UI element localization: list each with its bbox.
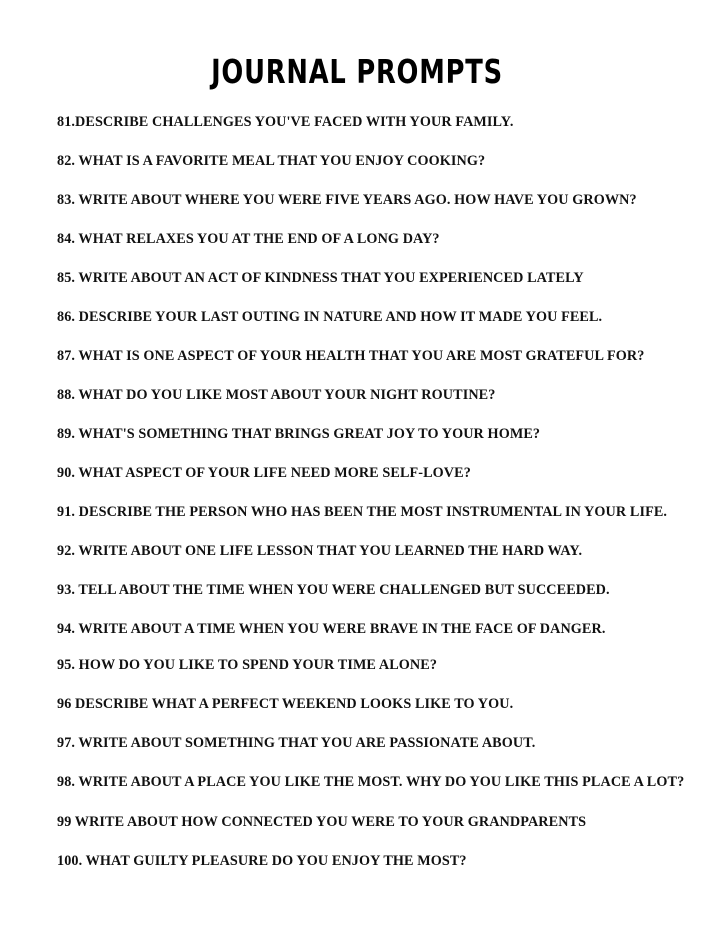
prompt-83: 83. WRITE ABOUT WHERE YOU WERE FIVE YEARS AGO. HOW HAVE YOU GROWN? (57, 192, 637, 208)
prompt-85: 85. WRITE ABOUT AN ACT OF KINDNESS THAT YOU EXPERIENCED LATELY (57, 270, 584, 286)
prompt-84: 84. WHAT RELAXES YOU AT THE END OF A LONG DAY? (57, 231, 440, 247)
page-title: JOURNAL PROMPTS (211, 52, 503, 91)
prompt-81: 81.DESCRIBE CHALLENGES YOU'VE FACED WITH YOUR FAMILY. (57, 114, 514, 130)
prompt-87: 87. WHAT IS ONE ASPECT OF YOUR HEALTH THAT YOU ARE MOST GRATEFUL FOR? (57, 348, 645, 364)
prompt-97: 97. WRITE ABOUT SOMETHING THAT YOU ARE PASSIONATE ABOUT. (57, 735, 536, 751)
prompt-94: 94. WRITE ABOUT A TIME WHEN YOU WERE BRAVE IN THE FACE OF DANGER. (57, 621, 606, 637)
prompt-100: 100. WHAT GUILTY PLEASURE DO YOU ENJOY THE MOST? (57, 853, 467, 869)
prompt-90: 90. WHAT ASPECT OF YOUR LIFE NEED MORE SELF-LOVE? (57, 465, 471, 481)
prompt-86: 86. DESCRIBE YOUR LAST OUTING IN NATURE AND HOW IT MADE YOU FEEL. (57, 309, 603, 325)
prompt-98: 98. WRITE ABOUT A PLACE YOU LIKE THE MOST. WHY DO YOU LIKE THIS PLACE A LOT? (57, 774, 685, 790)
prompt-92: 92. WRITE ABOUT ONE LIFE LESSON THAT YOU LEARNED THE HARD WAY. (57, 543, 583, 559)
prompt-95: 95. HOW DO YOU LIKE TO SPEND YOUR TIME ALONE? (57, 657, 438, 673)
prompt-91: 91. DESCRIBE THE PERSON WHO HAS BEEN THE MOST INSTRUMENTAL IN YOUR LIFE. (57, 504, 668, 520)
prompt-89: 89. WHAT'S SOMETHING THAT BRINGS GREAT JOY TO YOUR HOME? (57, 426, 541, 442)
prompt-88: 88. WHAT DO YOU LIKE MOST ABOUT YOUR NIGHT ROUTINE? (57, 387, 496, 403)
prompt-99: 99 WRITE ABOUT HOW CONNECTED YOU WERE TO YOUR GRANDPARENTS (57, 814, 587, 830)
prompt-93: 93. TELL ABOUT THE TIME WHEN YOU WERE CHALLENGED BUT SUCCEEDED. (57, 582, 610, 598)
prompt-82: 82. WHAT IS A FAVORITE MEAL THAT YOU ENJOY COOKING? (57, 153, 486, 169)
prompt-96: 96 DESCRIBE WHAT A PERFECT WEEKEND LOOKS LIKE TO YOU. (57, 696, 514, 712)
